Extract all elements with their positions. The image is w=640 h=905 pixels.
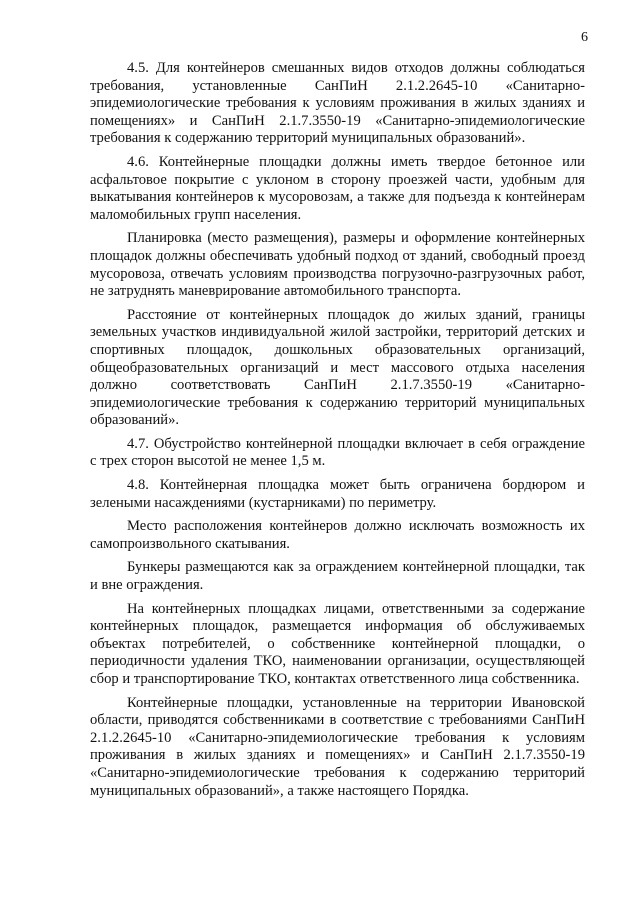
- page-number: 6: [581, 30, 588, 45]
- paragraph-information-posting: На контейнерных площадках лицами, ответственными за содержание контейнерных площадок, размещается информация об обслуживаемых объектах потребителей, о собственнике контейнерной площадки, о периодичности удаления ТКО, наименовании организации, осуществляющей сбор и транспортирование ТКО, контактах ответственного лица собственника.: [90, 600, 585, 687]
- paragraph-compliance: Контейнерные площадки, установленные на территории Ивановской области, приводятся собственниками в соответствие с требованиями СанПиН 2.1.2.2645-10 «Санитарно-эпидемиологические требования к условиям проживания в жилых зданиях и помещениях» и СанПиН 2.1.7.3550-19 «Санитарно-эпидемиологические требования к содержанию территорий муниципальных образований», а также настоящего Порядка.: [90, 694, 585, 799]
- paragraph-distance-requirements: Расстояние от контейнерных площадок до жилых зданий, границы земельных участков индивидуальной жилой застройки, территорий детских и спортивных площадок, дошкольных образовательных организаций, общеобразовательных организаций и мест массового отдыха населения должно соответствовать СанПиН 2.1.7.3550-19 «Санитарно-эпидемиологические требования к содержанию территорий муниципальных образований».: [90, 306, 585, 429]
- paragraph-4-7: 4.7. Обустройство контейнерной площадки включает в себя ограждение с трех сторон высотой не менее 1,5 м.: [90, 435, 585, 470]
- paragraph-4-8: 4.8. Контейнерная площадка может быть ограничена бордюром и зелеными насаждениями (кустарниками) по периметру.: [90, 477, 585, 511]
- paragraph-layout-requirements: Планировка (место размещения), размеры и оформление контейнерных площадок должны обеспечивать удобный подход от зданий, свободный проезд мусоровоза, отвечать условиям производства погрузочно-разгрузочных работ, не затруднять маневрирование автомобильного транспорта.: [90, 230, 585, 300]
- document-body: [90, 60, 585, 800]
- paragraph-container-placement: Место расположения контейнеров должно исключать возможность их самопроизвольного скатывания.: [90, 518, 585, 552]
- paragraph-4-5: 4.5. Для контейнеров смешанных видов отходов должны соблюдаться требования, установленные СанПиН 2.1.2.2645-10 «Санитарно-эпидемиологические требования к условиям проживания в жилых зданиях и помещениях» и СанПиН 2.1.7.3550-19 «Санитарно-эпидемиологические требования к содержанию территорий муниципальных образований».: [90, 60, 585, 147]
- paragraph-4-6: 4.6. Контейнерные площадки должны иметь твердое бетонное или асфальтовое покрытие с уклоном в сторону проезжей части, удобным для выкатывания контейнеров к мусоровозам, а также для подъезда к контейнерам маломобильных групп населения.: [90, 153, 585, 223]
- paragraph-bunkers: Бункеры размещаются как за ограждением контейнерной площадки, так и вне ограждения.: [90, 559, 585, 594]
